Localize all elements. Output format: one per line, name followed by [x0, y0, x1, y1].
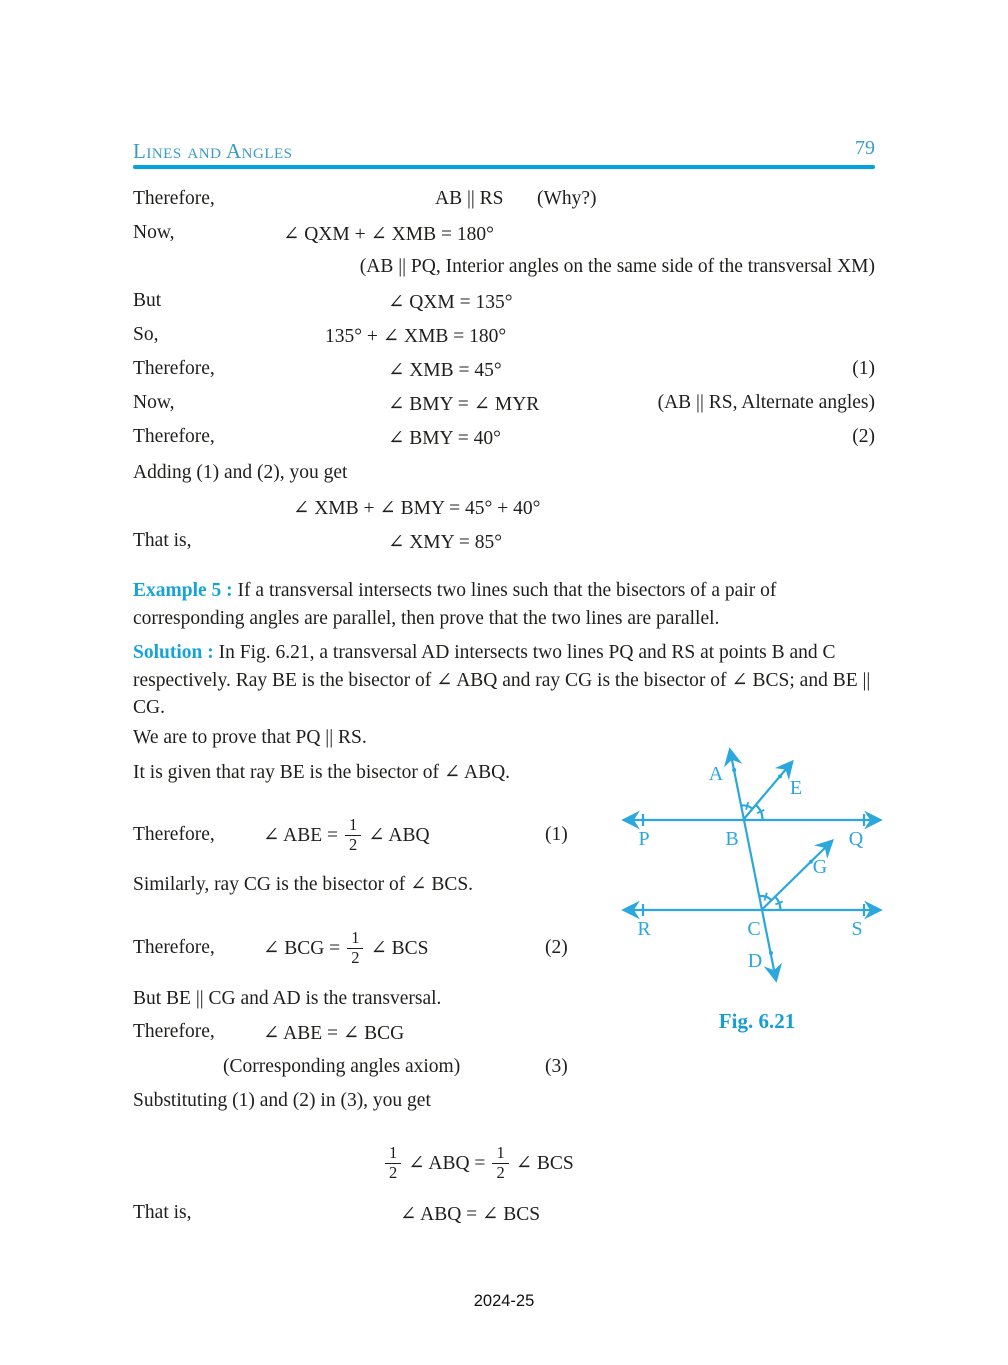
row-equation: ∠ XMB + ∠ BMY = 45° + 40°: [293, 498, 541, 519]
row-equation: ∠ BMY = ∠ MYR: [388, 394, 540, 415]
equation-ref: (2): [545, 937, 568, 958]
page-number: 79: [855, 137, 875, 159]
fraction-denominator: 2: [492, 1163, 508, 1183]
fraction-one-half: [385, 1144, 401, 1183]
derivation-row: [133, 392, 875, 420]
row-equation: ∠ QXM + ∠ XMB = 180°: [283, 224, 494, 245]
fraction-one-half: [492, 1144, 508, 1183]
derivation-row: [133, 426, 875, 454]
fraction-one-half: [347, 929, 363, 968]
label-S: S: [851, 918, 863, 940]
solution-paragraph: [133, 639, 878, 722]
derivation-row: [133, 290, 875, 318]
equation-lhs: ∠ BCG =: [263, 938, 341, 959]
ray-mark-BA: [732, 768, 736, 772]
equation-ref: (1): [545, 824, 568, 845]
row-label: That is,: [133, 1202, 192, 1223]
transversal-AD: [730, 750, 776, 980]
fraction-denominator: 2: [347, 948, 363, 968]
solution-label: Solution :: [133, 642, 214, 663]
row-equation: ∠ ABE = ∠ BCG: [263, 1023, 405, 1044]
proof-equation-4: [378, 1135, 574, 1191]
row-equation: 135° + ∠ XMB = 180°: [325, 326, 507, 347]
proof-equation-3-note: [133, 1056, 875, 1084]
equation-rhs: ∠ ABQ: [368, 825, 430, 846]
fraction-numerator: 1: [349, 814, 358, 834]
proof-line: We are to prove that PQ || RS.: [133, 727, 367, 748]
row-label: That is,: [133, 530, 192, 551]
fraction-denominator: 2: [345, 835, 361, 855]
row-equation: ∠ QXM = 135°: [388, 292, 513, 313]
ray-mark-BE: [778, 774, 782, 778]
label-A: A: [708, 763, 724, 785]
label-C: C: [747, 918, 761, 940]
label-G: G: [812, 856, 828, 878]
label-Q: Q: [848, 828, 864, 850]
row-note: (AB || RS, Alternate angles): [657, 392, 875, 413]
row-label: Now,: [133, 222, 175, 243]
equation-mid: ∠ ABQ =: [408, 1153, 486, 1174]
row-note: (Corresponding angles axiom): [223, 1056, 461, 1077]
row-label: Therefore,: [133, 358, 215, 379]
equation-rhs: ∠ BCS: [370, 938, 429, 959]
row-equation: AB || RS: [435, 188, 504, 209]
proof-equation-5: [133, 1202, 875, 1230]
ray-mark-CD: [769, 951, 773, 955]
derivation-row: [133, 222, 875, 250]
derivation-row: [133, 530, 875, 558]
row-equation: ∠ BMY = 40°: [388, 428, 501, 449]
row-label: Now,: [133, 392, 175, 413]
label-B: B: [725, 828, 739, 850]
solution-text: In Fig. 6.21, a transversal AD intersects two lines PQ and RS at points B and C respectively. Ray BE is the bisector of ∠ ABQ and ray CG is the bisector of ∠ BCS; and BE || CG.: [133, 642, 871, 719]
proof-line: Substituting (1) and (2) in (3), you get: [133, 1090, 431, 1111]
row-label: But: [133, 290, 162, 311]
label-D: D: [747, 950, 763, 972]
row-equation: ∠ XMB = 45°: [388, 360, 502, 381]
figure-6-21: [606, 738, 898, 1040]
example-label: Example 5 :: [133, 580, 233, 601]
fraction-one-half: [345, 816, 361, 855]
footer-session-year: 2024-25: [473, 1292, 535, 1310]
example-text: If a transversal intersects two lines such that the bisectors of a pair of corresponding angles are parallel, then prove that the two lines are parallel.: [133, 580, 777, 629]
derivation-row: [133, 256, 875, 284]
proof-line: It is given that ray BE is the bisector of ∠ ABQ.: [133, 762, 511, 783]
row-note: (AB || PQ, Interior angles on the same side of the transversal XM): [359, 256, 875, 277]
fraction-denominator: 2: [385, 1163, 401, 1183]
row-label: Therefore,: [133, 937, 215, 958]
equation-ref: (2): [852, 426, 875, 447]
label-R: R: [637, 918, 651, 940]
equation-rhs: ∠ BCS: [515, 1153, 574, 1174]
proof-line: Similarly, ray CG is the bisector of ∠ BCS.: [133, 874, 474, 895]
derivation-row: [133, 358, 875, 386]
derivation-row: [133, 188, 875, 216]
fraction-numerator: 1: [389, 1142, 398, 1162]
equation-lhs: ∠ ABE =: [263, 825, 339, 846]
equation-ref: (1): [852, 358, 875, 379]
fraction-numerator: 1: [351, 927, 360, 947]
row-label: So,: [133, 324, 159, 345]
row-label: Therefore,: [133, 1021, 215, 1042]
derivation-row: [133, 496, 875, 524]
row-label: Therefore,: [133, 824, 215, 845]
row-equation: ∠ XMY = 85°: [388, 532, 503, 553]
equation-ref: (3): [545, 1056, 568, 1077]
label-P: P: [638, 828, 650, 850]
row-label: Therefore,: [133, 188, 215, 209]
label-E: E: [789, 777, 803, 799]
header-rule: [133, 165, 875, 169]
example-paragraph: [133, 577, 878, 632]
derivation-row: [133, 462, 875, 490]
figure-caption: Fig. 6.21: [718, 1009, 796, 1033]
derivation-row: [133, 324, 875, 352]
row-text: Adding (1) and (2), you get: [133, 462, 348, 483]
fraction-numerator: 1: [496, 1142, 505, 1162]
chapter-title: Lines and Angles: [133, 139, 293, 163]
angle-arc-BCG-tick: [765, 893, 767, 901]
row-equation: ∠ ABQ = ∠ BCS: [400, 1204, 541, 1225]
row-label: Therefore,: [133, 426, 215, 447]
row-note: (Why?): [537, 188, 597, 209]
proof-line: But BE || CG and AD is the transversal.: [133, 988, 442, 1009]
angle-arc-ABE-tick: [746, 802, 748, 810]
ray-BE: [744, 762, 793, 820]
